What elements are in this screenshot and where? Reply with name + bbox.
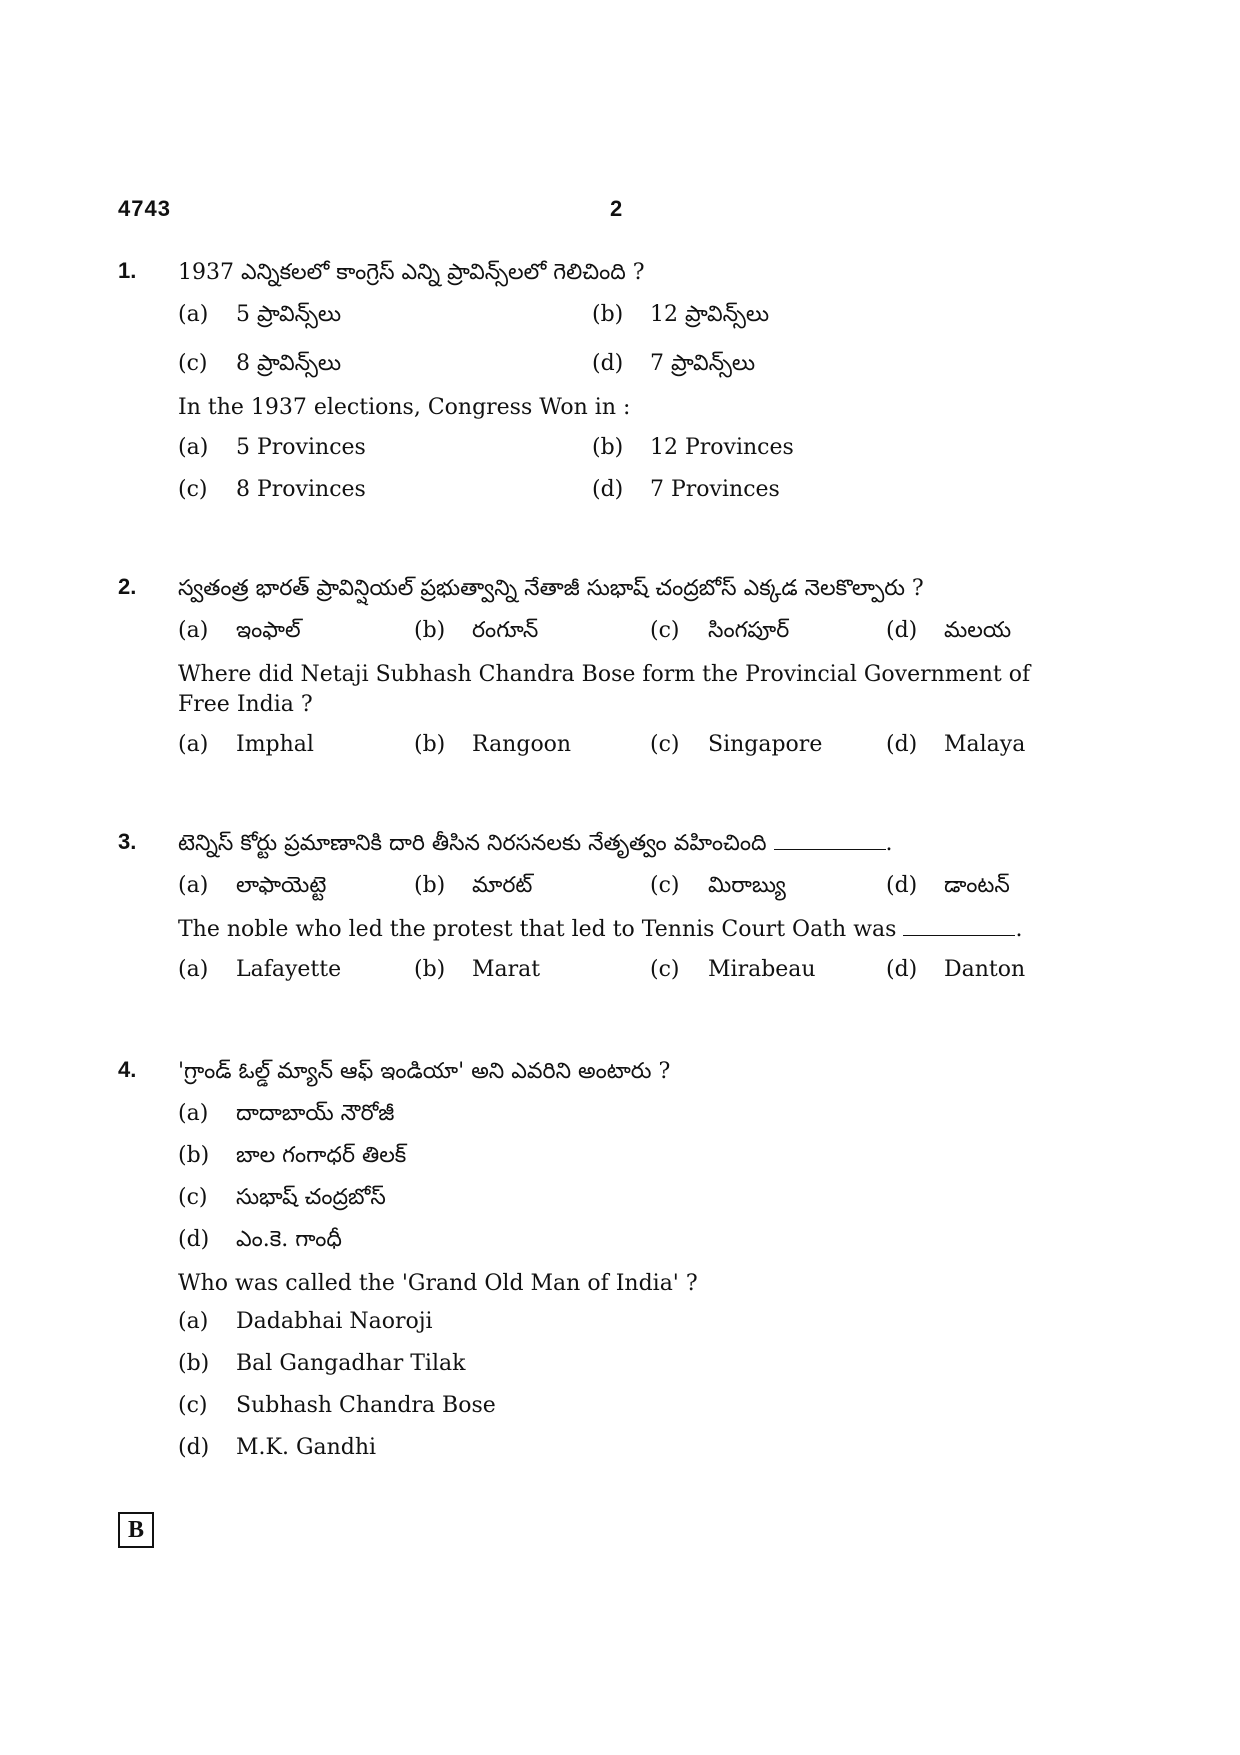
option-c: (c) Singapore [650, 732, 823, 757]
option-a: (a) Imphal [178, 732, 314, 757]
option-b: (b) మారట్ [414, 873, 533, 898]
question-text-telugu: 'గ్రాండ్ ఓల్డ్ మ్యాన్ ఆఫ్ ఇండియా' అని ఎవరిని అంటారు ? [178, 1059, 671, 1084]
option-d: (d) 7 Provinces [592, 477, 780, 502]
option-c: (c) Subhash Chandra Bose [178, 1393, 496, 1418]
question-number: 1. [118, 258, 137, 283]
option-d: (d) 7 ప్రావిన్స్‌లు [592, 351, 756, 376]
option-b: (b) Rangoon [414, 732, 572, 757]
option-a: (a) 5 Provinces [178, 435, 366, 460]
option-c: (c) 8 ప్రావిన్స్‌లు [178, 351, 342, 376]
question-text-english: The noble who led the protest that led to Tennis Court Oath was . [178, 917, 1023, 942]
question-text-english: Who was called the 'Grand Old Man of India' ? [178, 1271, 698, 1296]
question-number: 3. [118, 829, 137, 854]
answer-blank [903, 917, 1015, 936]
option-b: (b) Bal Gangadhar Tilak [178, 1351, 466, 1376]
option-c: (c) సుభాష్ చంద్రబోస్ [178, 1185, 386, 1210]
page-number: 2 [610, 196, 623, 221]
option-b: (b) రంగూన్ [414, 618, 539, 643]
booklet-series-box: B [118, 1512, 154, 1548]
option-b: (b) 12 ప్రావిన్స్‌లు [592, 302, 770, 327]
question-code: 4743 [118, 196, 171, 221]
option-d: (d) ఎం.కె. గాంధీ [178, 1227, 342, 1252]
option-a: (a) ఇంఫాల్ [178, 618, 301, 643]
question-4 [118, 1057, 1078, 1465]
option-c: (c) Mirabeau [650, 957, 816, 982]
question-text-telugu: టెన్నిస్ కోర్టు ప్రమాణానికి దారి తీసిన నిరసనలకు నేతృత్వం వహించింది . [178, 831, 893, 856]
question-text-telugu: స్వతంత్ర భారత్ ప్రావిన్షియల్ ప్రభుత్వాన్ని నేతాజీ సుభాష్ చంద్రబోస్ ఎక్కడ నెలకొల్పారు ? [178, 576, 924, 601]
option-d: (d) Danton [886, 957, 1026, 982]
option-d: (d) మలయ [886, 618, 1012, 643]
option-b: (b) 12 Provinces [592, 435, 794, 460]
option-d: (d) M.K. Gandhi [178, 1435, 377, 1460]
option-d: (d) డాంటన్ [886, 873, 1010, 898]
option-c: (c) మిరాబ్యు [650, 873, 786, 898]
option-c: (c) సింగపూర్ [650, 618, 790, 643]
option-a: (a) 5 ప్రావిన్స్‌లు [178, 302, 342, 327]
option-b: (b) బాల గంగాధర్ తిలక్ [178, 1143, 407, 1168]
question-text-english: In the 1937 elections, Congress Won in : [178, 395, 631, 420]
question-text-telugu: 1937 ఎన్నికలలో కాంగ్రెస్ ఎన్ని ప్రావిన్స్‌లలో గెలిచింది ? [178, 260, 645, 285]
option-a: (a) Dadabhai Naoroji [178, 1309, 433, 1334]
option-a: (a) లాఫాయెట్టె [178, 873, 327, 898]
option-d: (d) Malaya [886, 732, 1026, 757]
answer-blank [774, 831, 886, 850]
question-text-english: Where did Netaji Subhash Chandra Bose form the Provincial Government of Free India ? [178, 662, 1031, 717]
question-number: 4. [118, 1057, 137, 1082]
question-3 [118, 829, 1078, 987]
option-b: (b) Marat [414, 957, 541, 982]
question-1 [118, 258, 1078, 507]
option-a: (a) దాదాబాయ్ నౌరోజీ [178, 1101, 395, 1126]
option-a: (a) Lafayette [178, 957, 342, 982]
question-2 [118, 574, 1078, 762]
question-number: 2. [118, 574, 137, 599]
option-c: (c) 8 Provinces [178, 477, 366, 502]
